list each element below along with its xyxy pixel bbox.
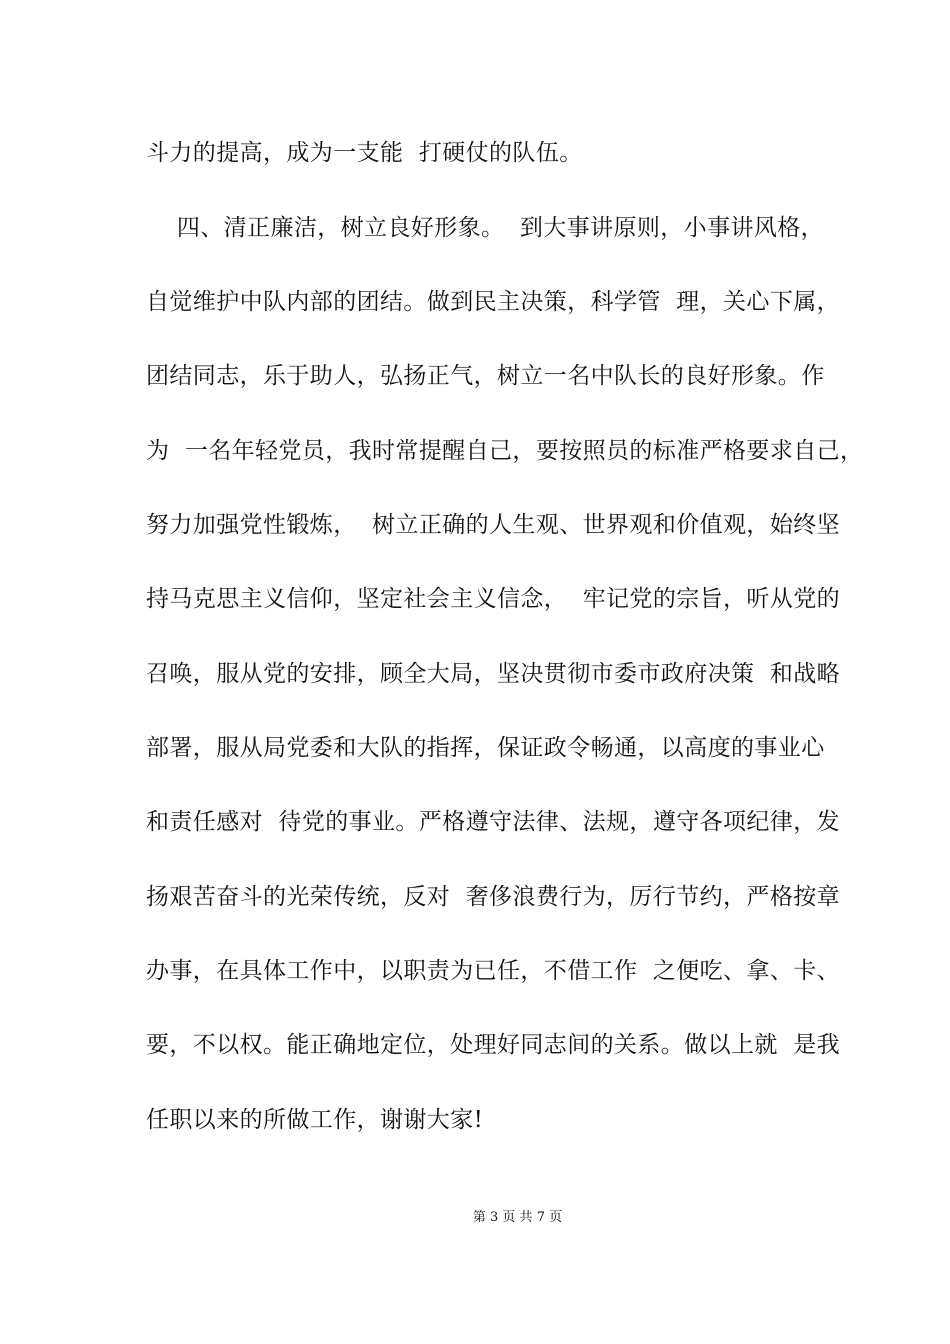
text-line-4: 团结同志，乐于助人，弘扬正气，树立一名中队长的良好形象。作 [146,363,825,389]
text-line-11: 扬艰苦奋斗的光荣传统，反对 奢侈浪费行为，厉行节约，严格按章 [146,884,841,910]
text-line-6: 努力加强党性锻炼， 树立正确的人生观、世界观和价值观，始终坚 [146,512,841,538]
text-line-13: 要，不以权。能正确地定位，处理好同志间的关系。做以上就 是我 [146,1032,841,1058]
text-line-14: 任职以来的所做工作，谢谢大家! [146,1107,484,1133]
text-line-1: 斗力的提高，成为一支能 打硬仗的队伍。 [146,140,583,166]
text-line-10: 和责任感对 待党的事业。严格遵守法律、法规，遵守各项纪律，发 [146,809,841,835]
text-line-8: 召唤，服从党的安排，顾全大局，坚决贯彻市委市政府决策 和战略 [146,661,841,687]
page-number-footer: 第 3 页 共 7 页 [472,1210,563,1225]
text-line-9: 部署，服从局党委和大队的指挥，保证政令畅通，以高度的事业心 [146,735,825,761]
text-line-2: 四、清正廉洁，树立良好形象。 到大事讲原则，小事讲风格， [146,215,825,241]
text-line-12: 办事，在具体工作中，以职责为已任，不借工作 之便吃、拿、卡、 [146,958,841,984]
text-line-7: 持马克思主义信仰，坚定社会主义信念， 牢记党的宗旨，听从党的 [146,586,841,612]
text-line-3: 自觉维护中队内部的团结。做到民主决策，科学管 理，关心下属， [146,289,841,315]
text-line-5: 为 一名年轻党员，我时常提醒自己，要按照员的标准严格要求自己， [146,438,864,464]
